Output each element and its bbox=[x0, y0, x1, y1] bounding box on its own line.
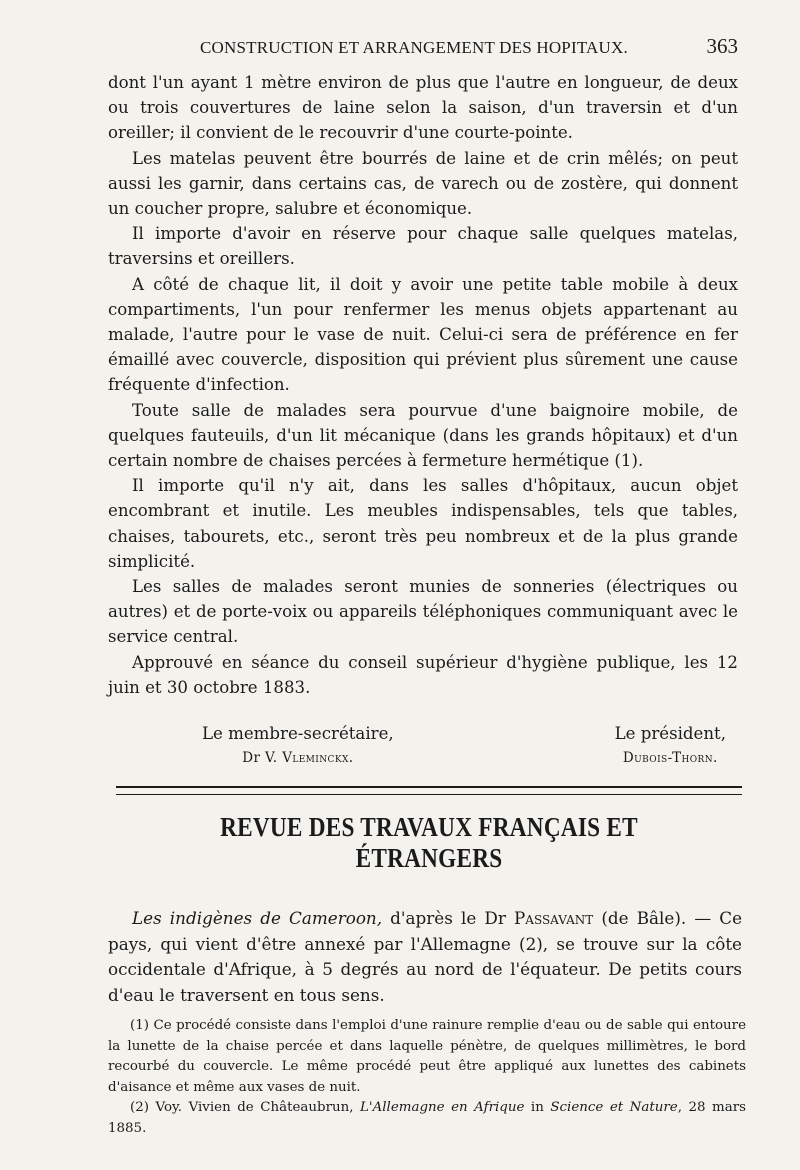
paragraph-approuve: Approuvé en séance du conseil supérieur d'hygiène publique, les 12 juin et 30 octobre 1883. bbox=[108, 652, 738, 697]
paragraph-meubles: Il importe qu'il n'y ait, dans les salles d'hôpitaux, aucun objet encombrant et inutile. Les meubles indispensables, tels que tables, chaises, tabourets, etc., seront très peu nombreux et de la plus grande simplicité. bbox=[108, 476, 738, 571]
paragraph-continued: dont l'un ayant 1 mètre environ de plus que l'autre en longueur, de deux ou trois couvertures de laine selon la saison, d'un traversin et d'un oreiller; il convient de le recouvrir d'une courte-pointe. bbox=[108, 73, 738, 143]
secretary-name bbox=[242, 746, 353, 770]
page-number: 363 bbox=[706, 34, 738, 58]
lead-connector: d'après le bbox=[382, 908, 485, 928]
secretary-surname: V. Vleminckx. bbox=[265, 750, 354, 766]
footnotes bbox=[108, 1016, 746, 1140]
footnote-2-date: , 28 mars 1885. bbox=[108, 1100, 747, 1136]
section-title: REVUE DES TRAVAUX FRANÇAIS ET ÉTRANGERS bbox=[220, 812, 638, 873]
footnote-2-ref: (2) Voy. Vivien de Châteaubrun, bbox=[130, 1100, 361, 1116]
section-text: (de Bâle). — Ce pays, qui vient d'être annexé par l'Allemagne (2), se trouve sur la côte occidentale d'Afrique, à 5 degrés au nord de l'équateur. De petits cours d'eau le traversent en tous sens. bbox=[108, 908, 742, 1005]
running-head bbox=[108, 34, 738, 59]
footnote-2-journal: Science et Nature bbox=[550, 1100, 678, 1116]
secretary-title: Dr bbox=[242, 750, 261, 766]
paragraph-reserve: Il importe d'avoir en réserve pour chaque salle quelques matelas, traversins et oreillers. bbox=[108, 224, 738, 269]
paragraph-baignoire: Toute salle de malades sera pourvue d'une baignoire mobile, de quelques fauteuils, d'un lit mécanique (dans les grands hôpitaux) et d'un certain nombre de chaises percées à fermeture hermétique (1). bbox=[108, 400, 738, 471]
footnote-2 bbox=[108, 1098, 746, 1139]
paragraph-table: A côté de chaque lit, il doit y avoir une petite table mobile à deux compartiments, l'un pour renfermer les menus objets appartenant au malade, l'autre pour le vase de nuit. Celui-ci sera de préférence en fer émaillé avec couvercle, disposition qui prévient plus sûrement une cause fréquente d'infection. bbox=[108, 274, 738, 395]
paragraph-sonneries: Les salles de malades seront munies de sonneries (électriques ou autres) et de porte-voix ou appareils téléphoniques communiquant avec le service central. bbox=[108, 577, 738, 647]
secretary-role: Le membre-secrétaire, bbox=[202, 724, 394, 743]
signature-secretary bbox=[202, 722, 394, 770]
president-role: Le président, bbox=[614, 724, 726, 743]
running-title: CONSTRUCTION ET ARRANGEMENT DES HOPITAUX. bbox=[200, 38, 628, 57]
footnote-1: (1) Ce procédé consiste dans l'emploi d'une rainure remplie d'eau ou de sable qui entoure la lunette de la chaise percée et dans laquelle pénètre, de quelques millimètres, le bord recourbé du couvercle. Le même procédé peut être appliqué aux lunettes des cabinets d'aisance et même aux vases de nuit. bbox=[108, 1018, 746, 1095]
section-body bbox=[108, 906, 742, 1008]
section-paragraph bbox=[108, 906, 742, 1008]
author-title: Dr bbox=[484, 908, 506, 928]
president-name: Dubois-Thorn. bbox=[622, 750, 718, 766]
author-name: Passavant bbox=[513, 908, 594, 928]
footnote-2-work: L'Allemagne en Afrique bbox=[360, 1100, 525, 1116]
signature-president bbox=[615, 722, 726, 770]
article-title: Les indigènes de Cameroon, bbox=[132, 908, 383, 928]
section-divider bbox=[116, 786, 742, 795]
paragraph-matelas: Les matelas peuvent être bourrés de laine et de crin mêlés; on peut aussi les garnir, dans certains cas, de varech ou de zostère, qui donnent un coucher propre, salubre et économique. bbox=[108, 148, 738, 219]
main-text bbox=[108, 70, 738, 700]
footnote-2-in: in bbox=[524, 1100, 551, 1116]
signature-block bbox=[108, 722, 738, 770]
